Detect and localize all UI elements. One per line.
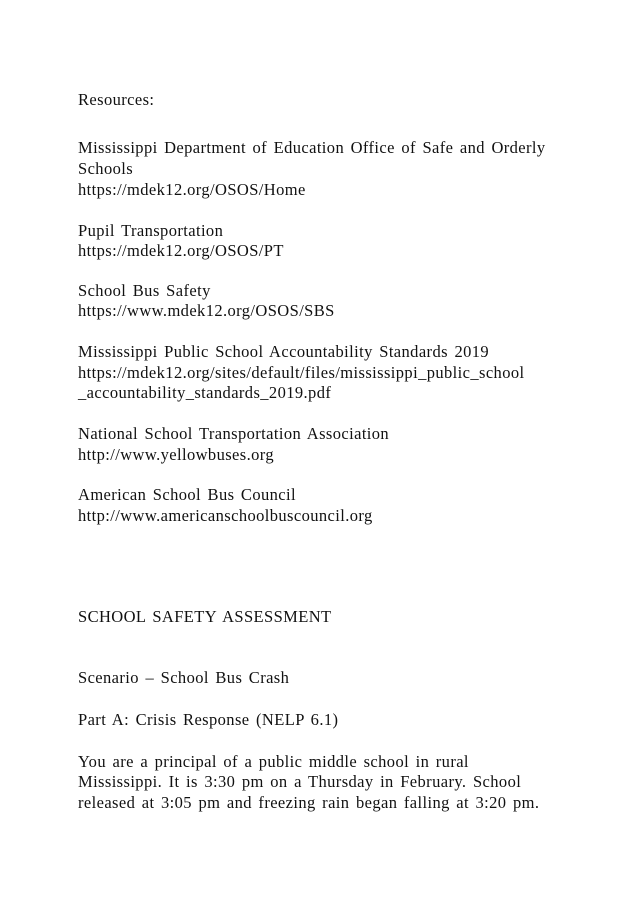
resource-url[interactable]: https://www.mdek12.org/OSOS/SBS [78,301,335,320]
resources-heading: Resources: [78,90,155,109]
resource-url[interactable]: https://mdek12.org/sites/default/files/mississippi_public_school [78,363,525,382]
resource-title: Mississippi Department of Education Office of Safe and Orderly [78,138,546,157]
scenario-title: Scenario – School Bus Crash [78,668,290,687]
paragraph-line: Mississippi. It is 3:30 pm on a Thursday in February. School [78,772,522,791]
resource-url[interactable]: http://www.yellowbuses.org [78,445,275,464]
resource-title: School Bus Safety [78,281,211,300]
part-a-heading: Part A: Crisis Response (NELP 6.1) [78,710,339,729]
resource-url-cont[interactable]: _accountability_standards_2019.pdf [78,383,332,402]
paragraph-line: released at 3:05 pm and freezing rain began falling at 3:20 pm. [78,793,540,812]
resource-title: National School Transportation Association [78,424,390,443]
resource-url[interactable]: https://mdek12.org/OSOS/PT [78,241,284,260]
assessment-heading: SCHOOL SAFETY ASSESSMENT [78,607,332,626]
resource-title-cont: Schools [78,159,134,178]
resource-url[interactable]: https://mdek12.org/OSOS/Home [78,180,306,199]
resource-title: Mississippi Public School Accountability Standards 2019 [78,342,490,361]
resource-url[interactable]: http://www.americanschoolbuscouncil.org [78,506,373,525]
resource-title: American School Bus Council [78,485,296,504]
paragraph-line: You are a principal of a public middle school in rural [78,752,469,771]
resource-title: Pupil Transportation [78,221,224,240]
